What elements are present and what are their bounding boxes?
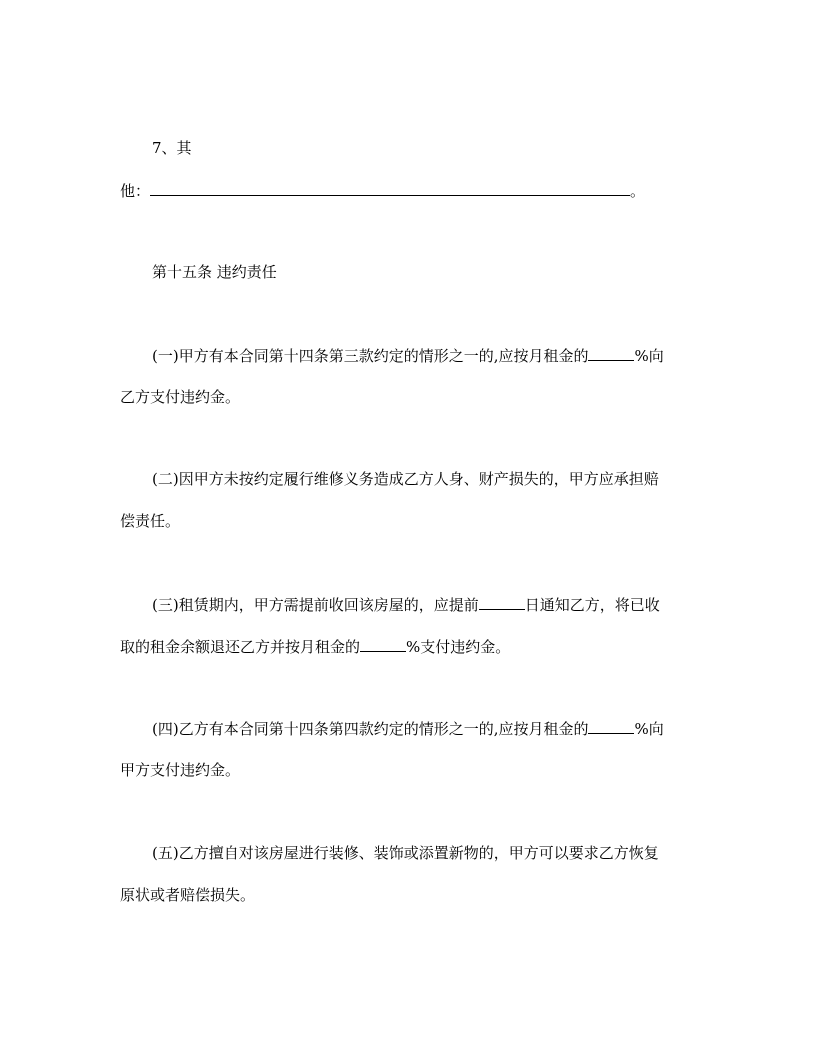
clause-5-line1 bbox=[152, 843, 659, 863]
item7-other-suffix: 。 bbox=[630, 182, 646, 200]
clause-1-text: (一)甲方有本合同第十四条第三款约定的情形之一的,应按月租金的 bbox=[152, 347, 589, 365]
clause-5-line2 bbox=[120, 885, 255, 905]
fill-in-blank[interactable] bbox=[360, 636, 406, 652]
item7-line2 bbox=[120, 180, 645, 200]
clause-1-text-cont: 乙方支付违约金。 bbox=[120, 388, 241, 406]
fill-in-blank[interactable] bbox=[588, 345, 634, 361]
clause-2-line1 bbox=[152, 469, 659, 489]
clause-2-line2 bbox=[120, 511, 180, 531]
clause-4-text: (四)乙方有本合同第十四条第四款约定的情形之一的,应按月租金的 bbox=[152, 720, 589, 738]
fill-in-blank[interactable] bbox=[588, 718, 634, 734]
clause-3-text-cont: 取的租金余额退还乙方并按月租金的 bbox=[120, 638, 361, 656]
clause-4-suffix: %向 bbox=[634, 720, 664, 738]
item7-line1 bbox=[152, 138, 192, 158]
clause-3-text: (三)租赁期内，甲方需提前收回该房屋的，应提前 bbox=[152, 596, 479, 614]
clause-1-suffix: %向 bbox=[634, 347, 664, 365]
clause-2-text-cont: 偿责任。 bbox=[120, 512, 181, 530]
clause-3-line1 bbox=[152, 594, 660, 614]
item7-other-prefix: 他： bbox=[120, 182, 151, 200]
clause-4-text-cont: 甲方支付违约金。 bbox=[120, 761, 241, 779]
item7-label: 7、其 bbox=[152, 139, 192, 157]
article-15-title bbox=[152, 262, 277, 282]
clause-5-text-cont: 原状或者赔偿损失。 bbox=[120, 886, 256, 904]
clause-3-suffix-2: %支付违约金。 bbox=[406, 638, 511, 656]
clause-3-line2 bbox=[120, 636, 510, 656]
fill-in-blank[interactable] bbox=[479, 594, 525, 610]
clause-1-line1 bbox=[152, 345, 664, 365]
clause-4-line2 bbox=[120, 760, 240, 780]
article-title-text: 第十五条 违约责任 bbox=[152, 263, 277, 281]
clause-5-text: (五)乙方擅自对该房屋进行装修、装饰或添置新物的，甲方可以要求乙方恢复 bbox=[152, 844, 659, 862]
clause-2-text: (二)因甲方未按约定履行维修义务造成乙方人身、财产损失的，甲方应承担赔 bbox=[152, 470, 659, 488]
clause-4-line1 bbox=[152, 718, 664, 738]
clause-1-line2 bbox=[120, 387, 240, 407]
fill-in-blank[interactable] bbox=[150, 180, 630, 196]
clause-3-suffix: 日通知乙方，将已收 bbox=[524, 596, 660, 614]
